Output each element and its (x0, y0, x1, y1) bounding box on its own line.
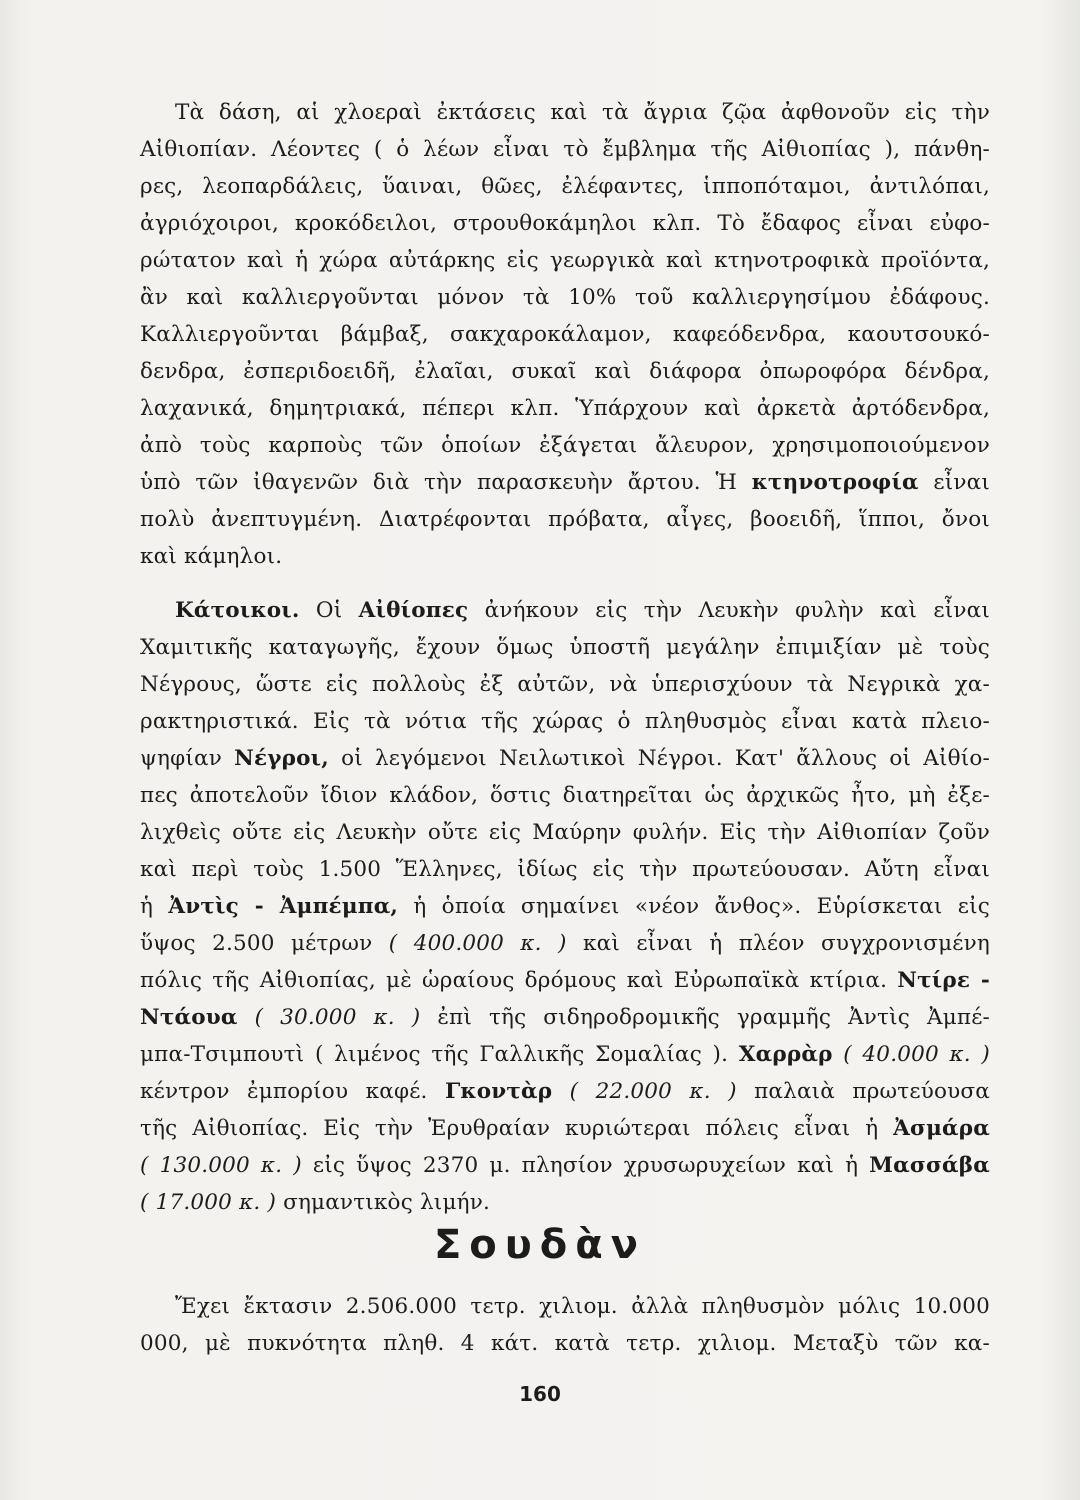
text-run: ὑπὸ τῶν ἰθαγενῶν διὰ τὴν παρασκευὴν ἄρτου. Ἡ (140, 470, 752, 495)
population-figure: ( 30.000 κ. ) (237, 1005, 421, 1030)
text-run: ἀνήκουν εἰς τὴν Λευκὴν φυλὴν καὶ εἶναι (468, 598, 990, 623)
bold-term-asmara: Ἀσμάρα (893, 1116, 990, 1141)
bold-term-aithiopes: Αἰθίοπες (358, 598, 469, 623)
population-figure: ( 130.000 κ. ) (140, 1153, 302, 1178)
text-line: δενδρα, ἐσπεριδοειδῆ, ἐλαῖαι, συκαῖ καὶ διάφορα ὀπωροφόρα δένδρα, (140, 359, 990, 384)
text-line (175, 600, 990, 622)
text-line (140, 933, 990, 955)
text-run: παλαιὰ πρωτεύουσα (736, 1079, 991, 1104)
population-figure: ( 17.000 κ. ) (140, 1190, 277, 1215)
text-line: καὶ κάμηλοι. (140, 544, 283, 569)
text-line (140, 472, 990, 494)
text-line: λαχανικά, δημητριακά, πέπερι κλπ. Ὑπάρχουν καὶ ἀρκετὰ ἀρτόδενδρα, (140, 396, 990, 421)
text-run: ἡ (140, 894, 169, 919)
text-line: Αἰθιοπίαν. Λέοντες ( ὁ λέων εἶναι τὸ ἔμβλημα τῆς Αἰθιοπίας ), πάνθη- (140, 137, 990, 162)
text-run: ἐπὶ τῆς σιδηροδρομικῆς γραμμῆς Ἀντὶς Ἀμπέ- (420, 1005, 990, 1030)
bold-term-katoikoi: Κάτοικοι. (175, 598, 300, 623)
text-line: Ἔχει ἔκτασιν 2.506.000 τετρ. χιλιομ. ἀλλὰ πληθυσμὸν μόλις 10.000 (175, 1294, 990, 1319)
bold-term-dire-dawa: Ντίρε - (897, 968, 990, 993)
text-line: ἀπὸ τοὺς καρποὺς τῶν ὁποίων ἐξάγεται ἄλευρον, χρησιμοποιούμενον (140, 433, 990, 458)
text-run: ἡ ὁποία σημαίνει «νέον ἄνθος». Εὑρίσκεται εἰς (398, 894, 990, 919)
text-line (140, 970, 990, 992)
text-line: πες ἀποτελοῦν ἴδιον κλάδον, ὅστις διατηρεῖται ὡς ἀρχικῶς ἦτο, μὴ ἐξε- (140, 783, 990, 808)
text-run: σημαντικὸς λιμήν. (276, 1190, 490, 1215)
text-run: ὕψος 2.500 μέτρων (140, 931, 389, 956)
page-number: 160 (519, 1382, 561, 1406)
text-run: Οἱ (299, 598, 359, 623)
text-line: πολὺ ἀνεπτυγμένη. Διατρέφονται πρόβατα, αἶγες, βοοειδῆ, ἵπποι, ὄνοι (140, 507, 990, 532)
text-line (140, 896, 990, 918)
bold-term-harar: Χαρρὰρ (738, 1042, 833, 1067)
text-line: λιχθεὶς οὔτε εἰς Λευκὴν οὔτε εἰς Μαύρην φυλήν. Εἰς τὴν Αἰθιοπίαν ζοῦν (140, 820, 990, 845)
bold-term-dire-dawa-cont: Ντάουα (140, 1005, 238, 1030)
bold-term-massawa: Μασσάβα (869, 1153, 990, 1178)
text-line (140, 748, 990, 770)
text-line (140, 1007, 990, 1029)
text-line: ἀγριόχοιροι, κροκόδειλοι, στρουθοκάμηλοι κλπ. Τὸ ἔδαφος εἶναι εὐφο- (140, 211, 990, 236)
text-line: 000, μὲ πυκνότητα πληθ. 4 κάτ. κατὰ τετρ. χιλιομ. Μεταξὺ τῶν κα- (140, 1331, 990, 1356)
text-line: Χαμιτικῆς καταγωγῆς, ἔχουν ὅμως ὑποστῆ μεγάλην ἐπιμιξίαν μὲ τοὺς (140, 635, 990, 660)
population-figure: ( 40.000 κ. ) (832, 1042, 990, 1067)
text-line: Τὰ δάση, αἱ χλοεραὶ ἐκτάσεις καὶ τὰ ἄγρια ζῷα ἀφθονοῦν εἰς τὴν (175, 100, 990, 125)
text-line (140, 1044, 990, 1066)
text-line (140, 1081, 990, 1103)
text-line: Νέγρους, ὥστε εἰς πολλοὺς ἐξ αὐτῶν, νὰ ὑπερισχύουν τὰ Νεγρικὰ χα- (140, 672, 990, 697)
text-line (140, 1118, 990, 1140)
text-run: ψηφίαν (140, 746, 235, 771)
text-run: πόλις τῆς Αἰθιοπίας, μὲ ὡραίους δρόμους καὶ Εὐρωπαϊκὰ κτίρια. (140, 968, 898, 993)
text-line: καὶ περὶ τοὺς 1.500 Ἕλληνες, ἰδίως εἰς τὴν πρωτεύουσαν. Αὔτη εἶναι (140, 857, 990, 882)
text-line (140, 1192, 990, 1214)
section-heading: Σουδὰν (433, 1222, 647, 1268)
text-run: οἱ λεγόμενοι Νειλωτικοὶ Νέγροι. Κατ' ἄλλους οἱ Αἰθίο- (328, 746, 990, 771)
population-figure: ( 400.000 κ. ) (388, 931, 567, 956)
text-run: καὶ εἶναι ἡ πλέον συγχρονισμένη (566, 931, 990, 956)
text-line: ρες, λεοπαρδάλεις, ὕαιναι, θῶες, ἐλέφαντες, ἱπποπόταμοι, ἀντιλόπαι, (140, 174, 990, 199)
bold-term-addis-ababa: Ἀντὶς - Ἀμπέμπα, (168, 894, 399, 919)
text-line: ρώτατον καὶ ἡ χώρα αὐτάρκης εἰς γεωργικὰ καὶ κτηνοτροφικὰ προϊόντα, (140, 248, 990, 273)
text-line: ρακτηριστικά. Εἰς τὰ νότια τῆς χώρας ὁ πληθυσμὸς εἶναι κατὰ πλειο- (140, 709, 990, 734)
text-run: μπα-Τσιμπουτὶ ( λιμένος τῆς Γαλλικῆς Σομαλίας ). (140, 1042, 739, 1067)
bold-term-negroi: Νέγροι, (234, 746, 329, 771)
population-figure: ( 22.000 κ. ) (552, 1079, 737, 1104)
text-line: ἂν καὶ καλλιεργοῦνται μόνον τὰ 10% τοῦ καλλιεργησίμου ἐδάφους. (140, 285, 990, 310)
bold-term-gondar: Γκοντὰρ (444, 1079, 553, 1104)
text-line (140, 1155, 990, 1177)
text-line: Καλλιεργοῦνται βάμβαξ, σακχαροκάλαμον, καφεόδενδρα, καουτσουκό- (140, 322, 990, 347)
text-run: κέντρον ἐμπορίου καφέ. (140, 1079, 445, 1104)
text-run: τῆς Αἰθιοπίας. Εἰς τὴν Ἐρυθραίαν κυριώτεραι πόλεις εἶναι ἡ (140, 1116, 894, 1141)
text-run: εἶναι (918, 470, 991, 495)
bold-term-ktinotrofia: κτηνοτροφία (751, 470, 919, 495)
text-run: εἰς ὕψος 2370 μ. πλησίον χρυσωρυχείων καὶ ἡ (301, 1153, 870, 1178)
